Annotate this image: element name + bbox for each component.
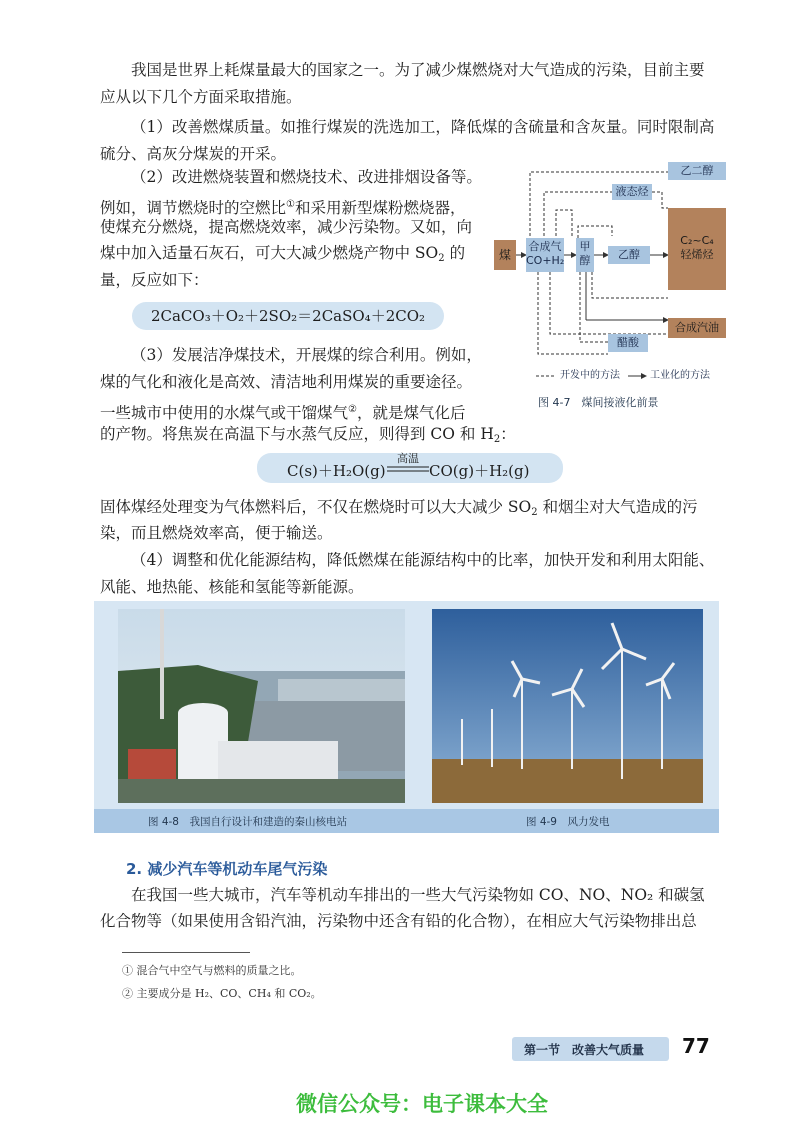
text-run: 例如，调节燃烧时的空燃比 [100, 199, 287, 217]
section-heading: 2. 减少汽车等机动车尾气污染 [126, 860, 328, 878]
figure-caption: 图 4-7 煤间接液化前景 [538, 396, 659, 409]
watermark-text: 微信公众号：电子课本大全 [296, 1092, 548, 1116]
footnote-mark[interactable]: ① [286, 199, 295, 210]
text-run: 的 [444, 244, 466, 262]
synthetic-oil-box: 合成汽油 [668, 318, 726, 338]
photo-panel [94, 601, 719, 833]
ethylene-glycol-box: 乙二醇 [668, 162, 726, 180]
liquid-fuel-box: 液态烃 [612, 184, 652, 200]
subscript: 2 [493, 434, 501, 445]
equation-condition: 高温 [397, 452, 419, 465]
subscript: 2 [531, 507, 538, 518]
footnote-mark[interactable]: ② [348, 404, 357, 415]
photo-caption-left: 图 4-8 我国自行设计和建造的秦山核电站 [148, 816, 347, 828]
footnote-1: ① 混合气中空气与燃料的质量之比。 [122, 964, 302, 977]
equals-sign [387, 466, 429, 472]
paragraph-line: 化合物等（如果使用含铅汽油，污染物中还含有铅的化合物），在相应大气污染物排出总 [100, 912, 697, 930]
coal-liquefaction-diagram [492, 158, 730, 396]
methanol-label-1: 甲 [579, 240, 591, 253]
footer-section-title: 第一节 改善大气质量 [524, 1043, 645, 1057]
text-run: 和烟尘对大气造成的污 [537, 498, 698, 516]
paragraph-line: 应从以下几个方面采取措施。 [100, 88, 302, 106]
footnote-2: ② 主要成分是 H₂、CO、CH₄ 和 CO₂。 [122, 987, 322, 1000]
syngas-box [526, 238, 564, 272]
text-run: 固体煤经处理变为气体燃料后，不仅在燃烧时可以大大减少 SO [100, 498, 532, 516]
paragraph-line: 我国是世界上耗煤量最大的国家之一。为了减少煤燃烧对大气造成的污染，目前主要 [131, 61, 705, 79]
subscript: 2 [438, 253, 445, 264]
text-run: 煤中加入适量石灰石，可大大减少燃烧产物中 SO [100, 244, 439, 262]
syngas-formula: CO+H₂ [526, 254, 565, 267]
ethanol-box: 乙醇 [608, 246, 650, 264]
legend-ind-label: 工业化的方法 [650, 370, 710, 381]
paragraph-line: （2）改进燃烧装置和燃烧技术、改进排烟设备等。 [131, 168, 482, 186]
paragraph-line: （4）调整和优化能源结构，降低燃煤在能源结构中的比率，加快开发和利用太阳能、 [131, 551, 715, 569]
paragraph-line: （1）改善燃煤质量。如推行煤炭的洗选加工，降低煤的含硫量和含灰量。同时限制高 [131, 118, 715, 136]
nuclear-plant-photo [118, 609, 405, 803]
footnote-divider [122, 952, 250, 953]
paragraph-line [100, 421, 516, 453]
paragraph-line: 风能、地热能、核能和氢能等新能源。 [100, 578, 364, 596]
coal-box: 煤 [494, 240, 516, 270]
syngas-label: 合成气 [528, 240, 562, 253]
paragraph-line: 量，反应如下： [100, 271, 209, 289]
text-run: 的产物。将焦炭在高温下与水蒸气反应，则得到 CO 和 H [100, 425, 494, 443]
methanol-box [576, 238, 594, 272]
methanol-label-2: 醇 [579, 254, 591, 267]
paragraph-line: （3）发展洁净煤技术，开展煤的综合利用。例如， [131, 346, 482, 364]
text-run: ，就是煤气化后 [356, 404, 466, 422]
equation-box: 2CaCO₃＋O₂＋2SO₂＝2CaSO₄＋2CO₂ [132, 302, 444, 330]
paragraph-line: 在我国一些大城市，汽车等机动车排出的一些大气污染物如 CO、NO、NO₂ 和碳氢 [131, 886, 705, 904]
acetic-acid-box: 醋酸 [608, 334, 648, 352]
olefin-formula: C₂~C₄ [680, 234, 714, 247]
equation-right: CO(g)＋H₂(g) [429, 462, 530, 480]
light-olefin-box [668, 208, 726, 290]
legend-dev-label: 开发中的方法 [560, 370, 620, 381]
paragraph-line: 染，而且燃烧效率高，便于输送。 [100, 524, 333, 542]
text-run: 和采用新型煤粉燃烧器， [294, 199, 466, 217]
paragraph-line: 硫分、高灰分煤炭的开采。 [100, 145, 287, 163]
olefin-label: 轻烯烃 [680, 248, 714, 261]
wind-turbine-photo [432, 609, 703, 803]
page-number: 77 [682, 1034, 710, 1058]
equation-box [257, 453, 563, 483]
paragraph-line: 使煤充分燃烧，提高燃烧效率，减少污染物。又如，向 [100, 218, 473, 236]
text-run: ： [500, 425, 516, 443]
equation-left: C(s)＋H₂O(g) [287, 462, 386, 480]
running-footer [512, 1037, 669, 1061]
paragraph-line: 煤的气化和液化是高效、清洁地利用煤炭的重要途径。 [100, 373, 473, 391]
photo-caption-right: 图 4-9 风力发电 [526, 816, 610, 828]
text-run: 一些城市中使用的水煤气或干馏煤气 [100, 404, 349, 422]
